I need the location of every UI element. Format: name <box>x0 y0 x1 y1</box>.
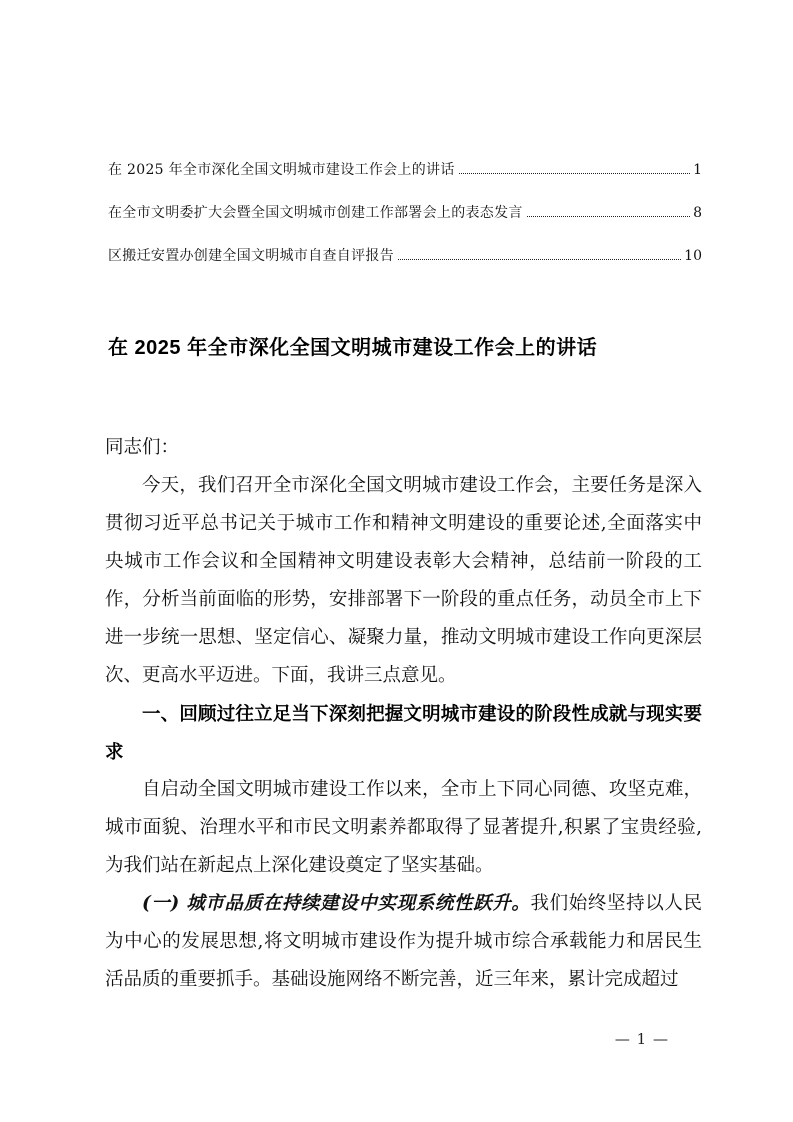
toc-entry-title: 区搬迁安置办创建全国文明城市自查自评报告 <box>108 248 394 264</box>
document-body <box>105 429 702 999</box>
point-1-text: 我们始终坚持以人民为中心的发展思想,将文明城市建设作为提升城市综合承载能力和居民生活品质的重要抓手。基础设施网络不断完善，近三年来，累计完成超过 <box>105 893 702 990</box>
toc-entry-page-number: 1 <box>693 162 702 178</box>
toc-entry-page-number: 10 <box>684 248 702 264</box>
toc-entry[interactable] <box>108 203 702 223</box>
toc-entry-title: 在全市文明委扩大会暨全国文明城市创建工作部署会上的表态发言 <box>108 205 523 221</box>
document-title: 在 2025 年全市深化全国文明城市建设工作会上的讲话 <box>108 337 598 359</box>
toc-dot-leader <box>459 173 690 174</box>
section-1-heading: 一、回顾过往立足当下深刻把握文明城市建设的阶段性成就与现实要求 <box>105 703 702 762</box>
toc-dot-leader <box>527 216 690 217</box>
page-number-footer: — 1 — <box>614 1030 669 1048</box>
point-1-paragraph <box>105 885 702 999</box>
table-of-contents <box>108 160 702 289</box>
toc-entry-title: 在 2025 年全市深化全国文明城市建设工作会上的讲话 <box>108 162 455 178</box>
point-1-lead: (一) 城市品质在持续建设中实现系统性跃升。 <box>142 893 531 914</box>
toc-entry-page-number: 8 <box>693 205 702 221</box>
intro-paragraph: 今天，我们召开全市深化全国文明城市建设工作会，主要任务是深入贯彻习近平总书记关于城市工作和精神文明建设的重要论述,全面落实中央城市工作会议和全国精神文明建设表彰大会精神，总结前一阶段的工作，分析当前面临的形势，安排部署下一阶段的重点任务，动员全市上下进一步统一思想、坚定信心、凝聚力量，推动文明城市建设工作向更深层次、更高水平迈进。下面，我讲三点意见。 <box>105 475 702 686</box>
toc-dot-leader <box>398 259 681 260</box>
salutation: 同志们： <box>105 437 180 458</box>
toc-entry[interactable] <box>108 160 702 180</box>
toc-entry[interactable] <box>108 246 702 266</box>
section-1-paragraph: 自启动全国文明城市建设工作以来，全市上下同心同德、攻坚克难，城市面貌、治理水平和市民文明素养都取得了显著提升,积累了宝贵经验,为我们站在新起点上深化建设奠定了坚实基础。 <box>105 779 702 876</box>
